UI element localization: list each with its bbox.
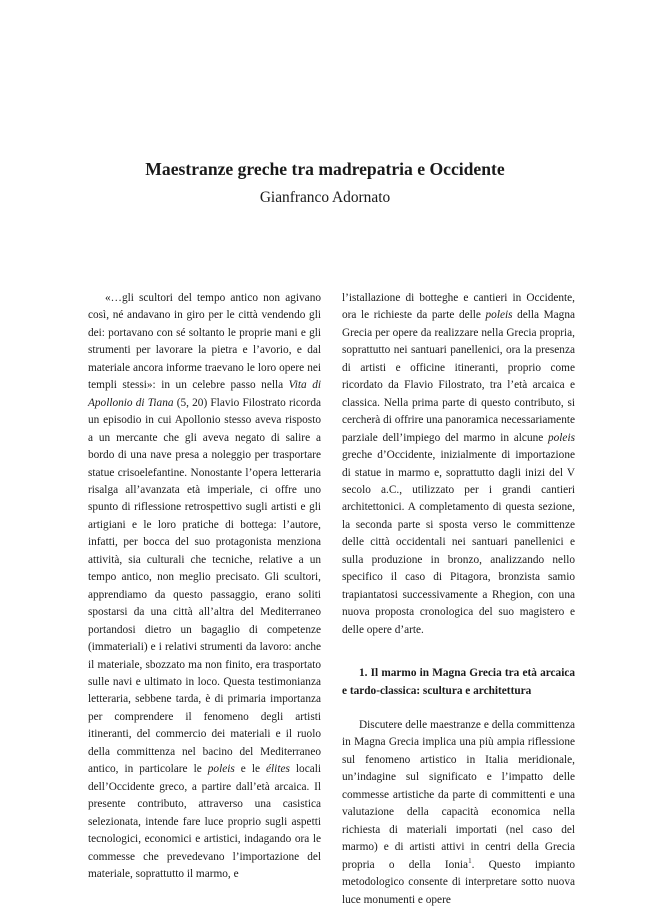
- text-run: e le: [234, 763, 267, 776]
- right-column: [342, 290, 575, 909]
- footnote-ref: 1: [468, 856, 472, 865]
- italic-term: Vita di Apollonio di Tiana: [88, 379, 321, 409]
- spacer: [342, 639, 575, 665]
- text-run: (5, 20) Flavio Filostrato ricorda un episodio in cui Apollonio stesso aveva risposto a un mercante che gli aveva negato di salire a bordo di una nave presa a noleggio per trasportare statue crisoelefantine. Nonostante l’opera letteraria risalga all’avanzata età imperiale, ci offre uno spunto di riflessione retrospettivo sugli artisti e gli artigiani e le loro pratiche di bottega: l’autore, infatti, per bocca del suo protagonista menziona attività, sia culturali che tecniche, relative a un tempo antico, non meglio precisato. Gli scultori, apprendiamo da questo passaggio, erano soliti spostarsi da una città all’altra del Mediterraneo portandosi dietro un bagaglio di competenze (immateriali) e i relativi strumenti da lavoro: anche il materiale, sbozzato ma non finito, era trasportato sulle navi e ultimato in loco. Questa testimonianza letteraria, sebbene tarda, è di primaria importanza per comprendere il fenomeno degli artisti itineranti, del commercio dei materiali e il ruolo della committenza nel bacino del Mediterraneo antico, in particolare le: [88, 396, 321, 776]
- italic-term: élites: [266, 763, 290, 776]
- text-run: l’istallazione di botteghe e cantieri in Occidente, ora le richieste da parte delle: [342, 292, 575, 322]
- section-heading: 1. Il marmo in Magna Grecia tra età arcaica e tardo-classica: scultura e architettura: [342, 667, 575, 697]
- intro-paragraph: [88, 290, 321, 883]
- text-run: . Questo impianto metodologico consente di interpretare sotto nuova luce monumenti e opere: [342, 858, 575, 906]
- text-run: locali dell’Occidente greco, a partire dall’età arcaica. Il presente contributo, attraverso una casistica selezionata, intende fare luce proprio sugli aspetti tecnologici, economici e artistici, indagando ora le commesse che prevedevano l’importazione del materiale, soprattutto il marmo, e: [88, 763, 321, 880]
- intro-paragraph-continuation: [342, 290, 575, 639]
- text-run: della Magna Grecia per opere da realizzare nella Grecia propria, soprattutto nei santuari panellenici, ora la presenza di artisti e officine itineranti, proprio come ricordato da Flavio Filostrato, tra l’età arcaica e classica. Nella prima parte di questo contributo, si cercherà di offrire una panoramica necessariamente parziale dell’impiego del marmo in alcune: [342, 309, 575, 444]
- page-title: Maestranze greche tra madrepatria e Occidente: [145, 159, 505, 179]
- italic-term: poleis: [485, 309, 513, 322]
- text-run: Discutere delle maestranze e della committenza in Magna Grecia implica una più ampia riflessione sul fenomeno artistico in Italia meridionale, un’indagine sul significato e l’impatto delle commesse artistiche da parte di committenti e una valutazione della capacità economica nella richiesta di materiali importati (nel caso del marmo) e di artisti attivi in centri della Grecia propria o della Ionia: [342, 718, 575, 871]
- text-run: greche d’Occidente, inizialmente di importazione di statue in marmo e, soprattutto dagli inizi del V secolo a.C., utilizzato per i grandi cantieri architettonici. A completamento di questa sezione, la seconda parte si sposta verso le committenze delle città occidentali nei santuari panellenici e sulla produzione in bronzo, analizzando nello specifico il caso di Pitagora, bronzista samio trapiantatosi successivamente a Rhegion, con una nuova proposta cronologica del suo magistero e delle opere d’arte.: [342, 449, 575, 636]
- author-name: Gianfranco Adornato: [259, 189, 391, 206]
- left-column: [88, 290, 321, 883]
- spacer: [342, 700, 575, 717]
- text-run: «…gli scultori del tempo antico non agivano così, né andavano in giro per le città vendendo gli dei: portavano con sé soltanto le proprie mani e gli strumenti per lavorare la pietra e l’avorio, e dal materiale ancora informe traevano le loro opere nei templi stessi»: in un celebre passo nella: [88, 292, 321, 392]
- section-paragraph: [342, 717, 575, 909]
- italic-term: poleis: [207, 763, 235, 776]
- italic-term: poleis: [548, 431, 575, 444]
